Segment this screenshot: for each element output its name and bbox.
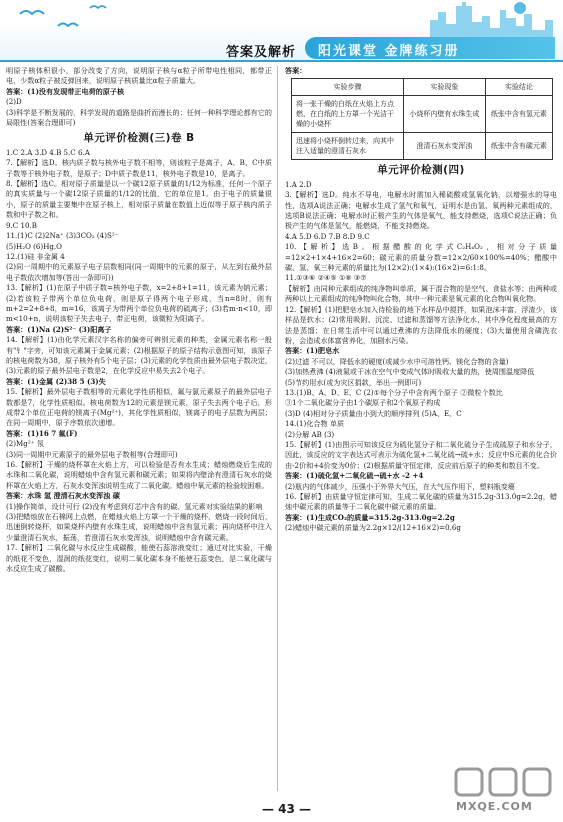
answer-line: 答案：(1)没有发现带正电荷的原子核: [6, 86, 125, 96]
paragraph: ③1个二氧化碳分子由1个碳原子和2个氧原子构成: [285, 398, 441, 408]
paragraph: 11.(1)C (2)2Na⁺ (3)3CO₂ (4)S²⁻: [6, 231, 119, 241]
paragraph: (1)操作简单，设计可行 (2)没有考虑到灯芯中含有的碳、氢元素对实验结果的影响: [6, 501, 263, 511]
answer-line: 答案：(1)金属 (2)38 5 (3)失: [6, 376, 106, 386]
paragraph: (5)H₂O (6)Hg,O: [6, 241, 62, 251]
paragraph: (2)同一周期中的元素原子电子层数相同(同一周期中的元素的原子，从左到右最外层电子数依次增加等(答出一条即可)): [6, 262, 272, 282]
table-header: 实验步骤: [292, 79, 404, 96]
watermark-text: MXQE.COM: [456, 800, 533, 813]
paragraph: (2)D: [6, 97, 22, 107]
answer-line: 答案：(1)Na (2)S²⁻ (3)阳离子: [6, 324, 112, 334]
header-rule: [0, 60, 563, 62]
answer-line: 答案：(1)16 7 氟(F): [6, 428, 78, 438]
right-column: [285, 66, 557, 534]
paragraph: 12.(1)硅 非金属 4: [6, 251, 65, 261]
page-header: [0, 0, 563, 62]
table-cell: 纸张中含有碳元素: [485, 133, 552, 160]
paragraph: (2)分解 AB (3): [285, 429, 335, 439]
answer-label: 答案：: [285, 66, 307, 75]
paragraph: 11.①③⑥ ②④⑤ ①⑧ ③⑦: [285, 273, 367, 283]
answer-line: 答案：水珠 氢 澄清石灰水变浑浊 碳: [6, 491, 120, 501]
paragraph: (5)节约用水(或为灾区捐款，举出一例即可): [285, 377, 422, 387]
answer-line: 答案：(1)肥皂水: [285, 346, 340, 356]
table-cell: 将一张干燥的白纸在火焰上方点燃，在白纸的上方罩一个光洁干燥的小烧杯: [292, 96, 404, 133]
paragraph: 17.【解析】二氧化碳与水反应生成碳酸，能使石蕊溶液变红；通过对比实验，干燥的纸花不变色，湿润的纸花变红，说明二氧化碳本身不能使石蕊变色，是二氧化碳与水反应生成了碳酸。: [6, 543, 272, 574]
paragraph: 13.(1)B、A、D、E、C (2)①每个分子中含有两个原子 ②微粒个数比: [285, 387, 503, 397]
paragraph: 16.【解析】干燥的烧杯罩在火焰上方，可以检验是否有水生成；蜡烛燃烧后生成的水珠和二氧化碳，说明蜡烛中含有氢元素和碳元素；如果将内壁涂有澄清石灰水的烧杯罩在火焰上方，石灰水变浑浊说明生成了二氧化碳。蜡烛中氧元素的检验较困难。: [6, 460, 272, 490]
brand-text: 阳光课堂 金牌练习册: [318, 44, 460, 59]
paragraph: (2)Mg²⁺ 氖: [6, 439, 44, 449]
paragraph: 1.A 2.D: [285, 179, 312, 189]
paragraph: 12.【解析】(1)把肥皂水加入待检验的地下水样品中搅拌，如果泡沫丰富，浮渣少，该样品是软水；(2)常用吸附、沉淀、过滤和蒸馏等方法净化水，其中净化程度最高的方法是蒸馏；在日常生活中可以通过煮沸的方法降低水的硬度；(3)大量使用含磷洗衣粉，会造成水体富营养化，加剧水污染。: [285, 304, 557, 345]
paragraph: (2)瓶内的气体减少，压强小于外界大气压，在大气压作用下，塑料瓶变瘪: [285, 481, 515, 491]
paragraph: 【解析】由同种元素组成的纯净物叫单质，属于混合物的是空气、食盐水等；由两种或两种以上元素组成的纯净物叫化合物，其中一种元素是氧元素的化合物叫氧化物。: [285, 283, 557, 304]
left-column: [6, 66, 272, 575]
column-divider: [277, 66, 278, 791]
paragraph: 9.C 10.B: [6, 220, 37, 230]
paragraph: (3)加热煮沸 (4)液氮或干冰在空气中变成气体时吸收大量的热，使周围温度降低: [285, 367, 535, 377]
paragraph: (3)科学是不断发展的，科学发现的道路是曲折而漫长的；任何一种科学理论都有它的局限性(答案合理即可): [6, 107, 272, 128]
table-header: 实验结论: [485, 79, 552, 96]
table-cell: 迅速将小烧杯倒转过来，向其中注入适量的澄清石灰水: [292, 133, 404, 160]
section-title-unit3: 单元评价检测(三)卷 B: [83, 132, 195, 145]
table-cell: 小烧杯内壁有水珠生成: [404, 96, 486, 133]
page-number: — 43 —: [262, 802, 312, 816]
paragraph: 16.【解析】由质量守恒定律可知，生成二氧化碳的质量为315.2g-313.0g=2.2g，蜡烛中碳元素的质量等于二氧化碳中碳元素的质量。: [285, 492, 557, 512]
paragraph: 3.【解析】选D。纯水不导电，电解水时需加入稀硫酸或氢氧化钠，以增强水的导电性，选项A说法正确；电解水生成了氢气和氧气，证明水是由氢、氧两种元素组成的，选项B说法正确；电解水时正极产生的气体是氧气，能支持燃烧，选项C说法正确；负极产生的气体是氢气，能燃烧，不能支持燃烧。: [285, 190, 557, 231]
paragraph: (2)过滤 不可以，降低水的硬度(或减少水中可溶性钙、镁化合物的含量): [285, 356, 509, 366]
table-cell: 澄清石灰水变浑浊: [404, 133, 486, 160]
paragraph: (3)D (4)相对分子质量由小到大的顺序排列 (5)A、E、C: [285, 408, 462, 418]
paragraph: 14.【解析】(1)由化学元素汉字名称的偏旁可辨别元素的种类，金属元素名称一般有"钅"字旁，可知该元素属于金属元素；(2)根据原子的原子结构示意图可知，该原子的核电荷数为38，原子核外有5个电子层；(3)元素的化学性质由最外层电子数决定，(3)元素的原子最外层电子数是2，在化学反应中易失去2个电子。: [6, 335, 272, 376]
paragraph: 14.(1)化合物 单质: [285, 419, 345, 429]
paragraph: 15.【解析】最外层电子数相等的元素化学性质相似，氟与氯元素原子的最外层电子数都是7，化学性质相似。核电荷数为12的元素是镁元素，原子失去两个电子后，形成带2个单位正电荷的镁离子(Mg²⁺)，其化学性质相似，镁离子的电子层数为两层；在同一周期中，原子序数依次递增。: [6, 387, 272, 428]
paragraph: 13.【解析】(1)在原子中质子数=核外电子数，x=2+8+1=11，该元素为钠元素；(2)若该粒子带两个单位负电荷，则是原子得两个电子形成，当n=8时，则有m+2=2+8+8，m=16，该离子为带两个单位负电荷的硫离子；(3)若m-n<10，即m<10+n，说明该粒子失去电子，带正电荷，该微粒为阳离子。: [6, 283, 272, 324]
answer-line: 答案：(1)硫化氢+二氧化硫→硫+水 -2 +4: [285, 471, 424, 481]
table-row: [292, 133, 553, 160]
paragraph: 15.【解析】(1)由图示可知该反应为硫化氢分子和二氧化硫分子生成硫原子和水分子，因此，该反应的文字表达式可表示为硫化氢+二氧化硫→硫+水；反应中S元素的化合价由-2价和+4价变为0价；(2)根据质量守恒定律，反应前后原子的种类和数目不变。: [285, 439, 557, 470]
paragraph: 1.C 2.A 3.D 4.B 5.C 6.A: [6, 147, 90, 157]
header-title: 答案及解析: [226, 45, 297, 60]
paragraph: (3)同一周期中元素原子的最外层电子数相等(合理即可): [6, 449, 178, 459]
table-header: 实验现象: [404, 79, 486, 96]
section-title-unit4: 单元评价检测(四): [377, 164, 465, 177]
paragraph: (2)蜡烛中碳元素的质量为2.2g×12/(12+16×2)=0.6g: [285, 523, 461, 533]
experiment-table: [291, 78, 553, 160]
answer-line: 答案：(1)生成CO₂的质量=315.2g-313.0g=2.2g: [285, 512, 455, 522]
table-cell: 纸张中含有氢元素: [485, 96, 552, 133]
paragraph: (3)把蜡烛放在石棉网上点燃，在蜡烛火焰上方罩一个干燥的烧杯，燃烧一段时间后，迅速倒转烧杯，如果烧杯内壁有水珠生成，说明蜡烛中含有氢元素；再向烧杯中注入少量澄清石灰水，振荡，若澄清石灰水变浑浊，说明蜡烛中含有碳元素。: [6, 512, 272, 542]
paragraph: 明原子核体积很小，部分改变了方向，说明原子核与α粒子所带电性相同，都带正电，少数α粒子被反弹回来，说明原子核质量比α粒子质量大。: [6, 66, 272, 86]
paragraph: 10.【解析】选B。根据醋酸的化学式C₂H₄O₂，相对分子质量=12×2+1×4+16×2=60；碳元素的质量分数=12×2/60×100%=40%；醋酸中碳、氢、氧三种元素的质量比为(12×2):(1×4):(16×2)=6:1:8。: [285, 242, 557, 273]
table-row: [292, 96, 553, 133]
paragraph: 8.【解析】选C。相对原子质量是以一个碳12原子质量的1/12为标准，任何一个原子的真实质量与一个碳12原子质量的1/12的比值，它的单位是1。由于电子的质量很小，原子的质量主要集中在原子核上，相对原子质量在数值上近似等于原子核内质子数和中子数之和。: [6, 179, 272, 220]
paragraph: 4.A 5.D 6.D 7.B 8.D 9.C: [285, 231, 370, 241]
table-header-row: [292, 79, 553, 96]
paragraph: 7.【解析】选D。核内质子数与核外电子数不相等，则该粒子是离子，A、B、C中质子数等于核外电子数，是原子；D中质子数是11，核外电子数是10，是离子。: [6, 158, 272, 178]
